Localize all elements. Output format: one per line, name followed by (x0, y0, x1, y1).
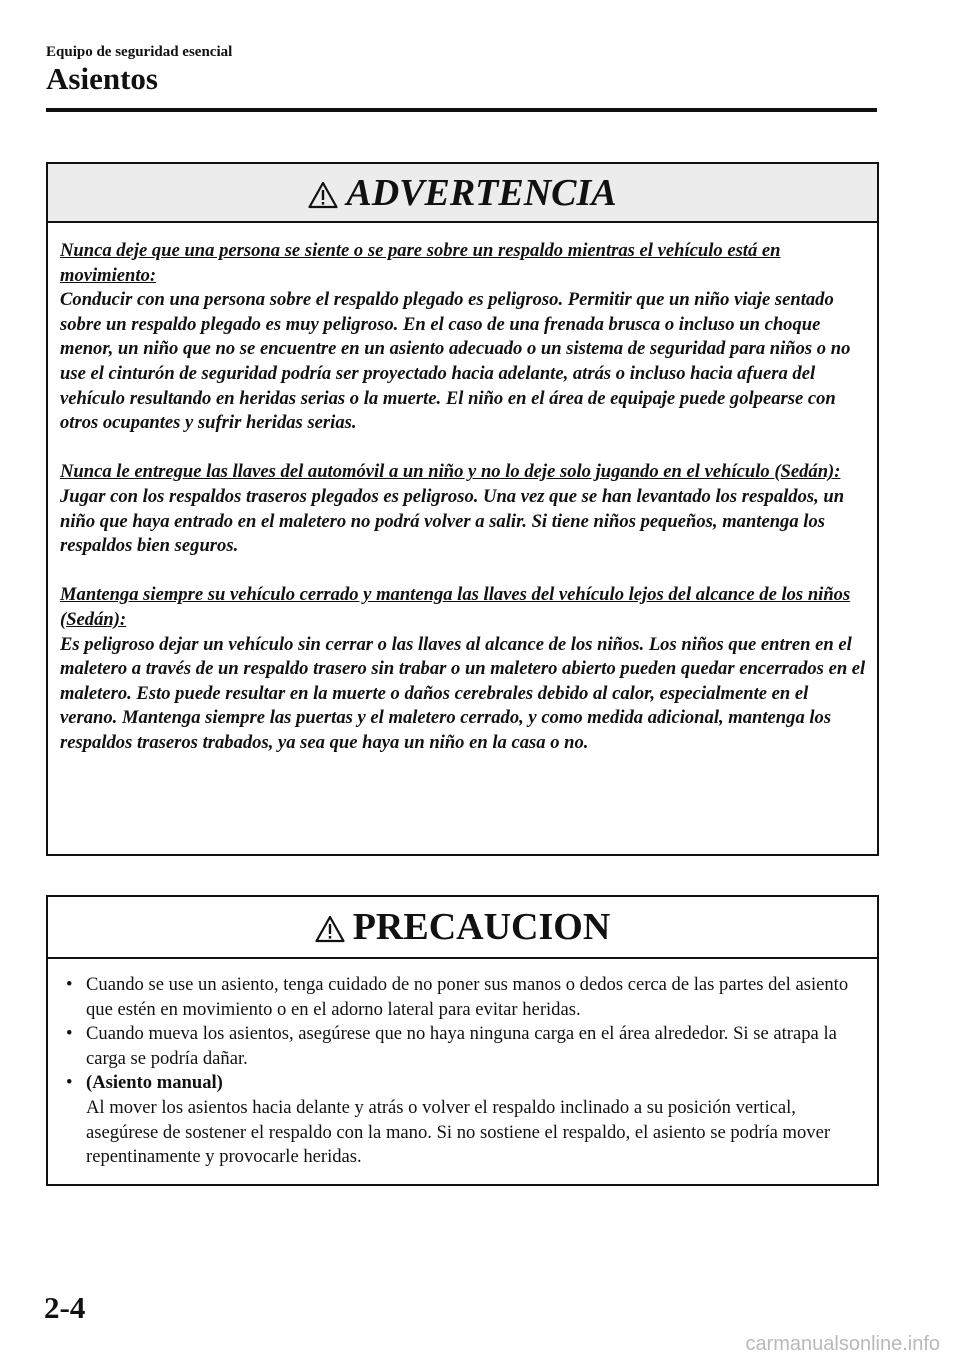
caution-box (46, 895, 879, 1186)
bullet: • (66, 974, 73, 995)
watermark: carmanualsonline.info (745, 1333, 940, 1355)
warning-title: ADVERTENCIA (346, 171, 617, 214)
caution-list (48, 959, 877, 1170)
bullet: • (66, 1072, 73, 1094)
warning-paragraph-lead: Mantenga siempre su vehículo cerrado y mantenga las llaves del vehículo lejos del alcance de los niños (Sedán): (60, 584, 851, 630)
heading-rule (46, 108, 877, 112)
warning-paragraph-lead: Nunca le entregue las llaves del automóvil a un niño y no lo deje solo jugando en el vehículo (Sedán): (60, 461, 841, 483)
warning-paragraph-body: Es peligroso dejar un vehículo sin cerrar o las llaves al alcance de los niños. Los niños que entren en el maletero a través de un respaldo trasero sin trabar o un maletero abierto pueden quedar encerrados en el maletero. Esto puede resultar en la muerte o daños cerebrales debido al calor, especialmente en el verano. Mantenga siempre las puertas y el maletero cerrado, y como medida adicional, mantenga los respaldos traseros trabados, ya sea que haya un niño en la casa o no. (60, 633, 866, 753)
caution-title: PRECAUCION (352, 906, 611, 948)
warning-box (46, 162, 879, 856)
caution-header (48, 897, 877, 959)
page-number: 2-4 (44, 1290, 86, 1325)
caution-item-text: Cuando se use un asiento, tenga cuidado de no poner sus manos o dedos cerca de las partes del asiento que estén en movimiento o en el adorno lateral para evitar heridas. (86, 974, 849, 1020)
warning-paragraph (60, 460, 867, 558)
warning-header (48, 164, 877, 223)
caution-item (62, 1071, 865, 1169)
warning-paragraph-body: Jugar con los respaldos traseros plegados es peligroso. Una vez que se han levantado los respaldos, un niño que haya entrado en el maletero no podrá volver a salir. Si tiene niños pequeños, mantenga los respaldos bien seguros. (60, 485, 845, 557)
warning-triangle-icon (315, 915, 345, 943)
caution-item-text: Al mover los asientos hacia delante y atrás o volver el respaldo inclinado a su posición vertical, asegúrese de sostener el respaldo con la mano. Si no sostiene el respaldo, el asiento se podría mover repentinamente y provocarle heridas. (86, 1096, 831, 1168)
warning-paragraph-lead: Nunca deje que una persona se siente o se pare sobre un respaldo mientras el vehículo está en movimiento: (60, 240, 781, 286)
warning-paragraph (60, 583, 867, 755)
caution-item-text: Cuando mueva los asientos, asegúrese que no haya ninguna carga en el área alrededor. Si se atrapa la carga se podría dañar. (86, 1023, 837, 1069)
caution-item (62, 1022, 865, 1071)
page-title: Asientos (46, 61, 158, 96)
section-label: Equipo de seguridad esencial (46, 44, 233, 60)
warning-paragraph-body: Conducir con una persona sobre el respaldo plegado es peligroso. Permitir que un niño viaje sentado sobre un respaldo plegado es muy peligroso. En el caso de una frenada brusca o incluso un choque menor, un niño que no se encuentre en un asiento adecuado o un sistema de seguridad para niños o no use el cinturón de seguridad podría ser proyectado hacia adelante, atrás o incluso hacia afuera del vehículo resultando en heridas serias o la muerte. El niño en el área de equipaje puede golpearse con otros ocupantes y sufrir heridas serias. (60, 289, 851, 434)
warning-body (48, 223, 877, 755)
warning-triangle-icon (308, 181, 338, 209)
caution-item-subhead: (Asiento manual) (86, 1072, 223, 1094)
bullet: • (66, 1023, 73, 1045)
warning-paragraph (60, 239, 867, 436)
caution-item (62, 973, 865, 1022)
